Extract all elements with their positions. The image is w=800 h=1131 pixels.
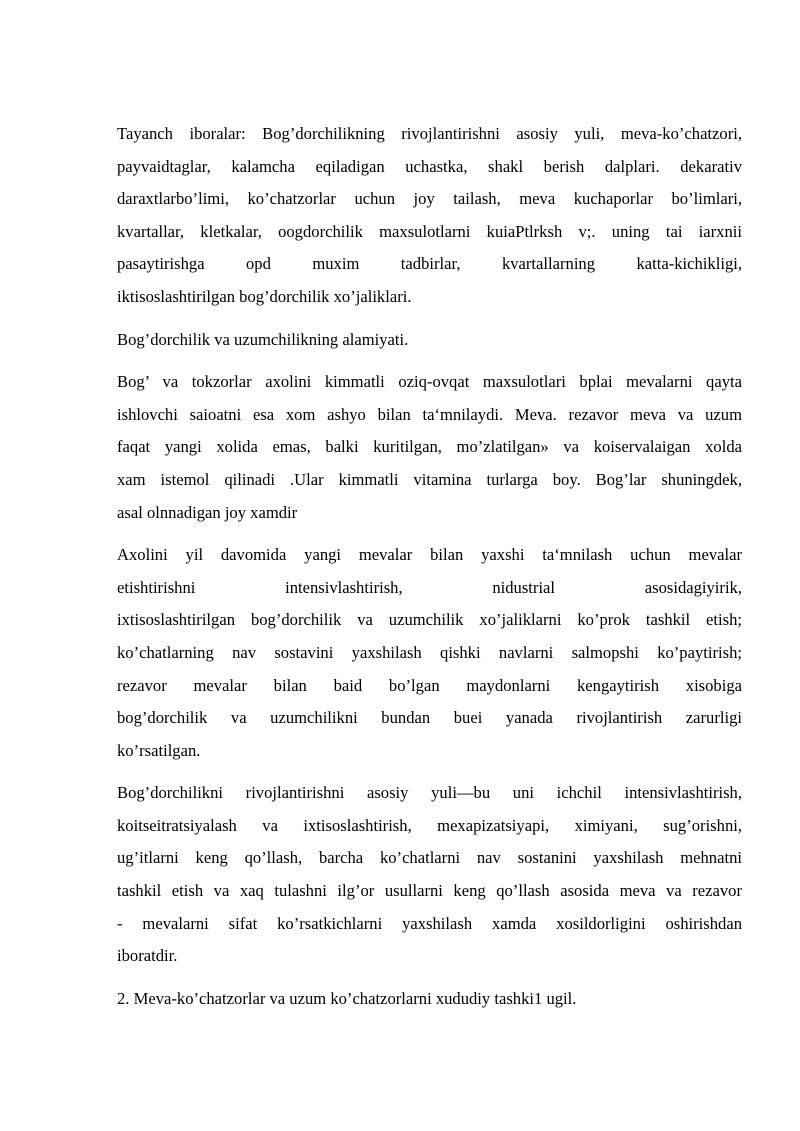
- text-line: kvartallar, kletkalar, oogdorchilik maxsulotlarni kuiaPtlrksh v;. uning tai iarxnii: [117, 221, 742, 241]
- text-line: Tayanch iboralar: Bog’dorchilikning rivojlantirishni asosiy yuli, meva-ko’chatzori,: [117, 124, 742, 143]
- text-line: ko’rsatilgan.: [117, 740, 201, 760]
- text-line: iboratdir.: [117, 946, 178, 966]
- text-line: Bog’dorchilikni rivojlantirishni asosiy yuli—bu uni ichchil intensivlashtirish,: [117, 783, 742, 803]
- text-line: ug’itlarni keng qo’llash, barcha ko’chatlarni nav sostanini yaxshilash mehnatni: [117, 848, 742, 868]
- text-line: Bog’ va tokzorlar axolini kimmatli oziq-ovqat maxsulotlari bplai mevalarni qayta: [117, 372, 742, 392]
- text-line: Bog’dorchilik va uzumchilikning alamiyati.: [117, 329, 409, 349]
- text-line: iktisoslashtirilgan bog’dorchilik xo’jaliklari.: [117, 286, 412, 306]
- paragraph-importance: [117, 366, 742, 529]
- text-line: daraxtlarbo’limi, ko’chatzorlar uchun joy tailash, meva kuchaporlar bo’limlari,: [117, 189, 742, 209]
- document-body: [117, 118, 742, 1025]
- text-line: pasaytirishga opd muxim tadbirlar, kvartallarning katta-kichikligi,: [117, 254, 742, 274]
- text-line: payvaidtaglar, kalamcha eqiladigan uchastka, shakl berish dalplari. dekarativ: [117, 156, 742, 176]
- text-line: 2. Meva-ko’chatzorlar va uzum ko’chatzorlarni xududiy tashki1 ugil.: [117, 988, 577, 1008]
- text-line: xam istemol qilinadi .Ular kimmatli vitamina turlarga boy. Bog’lar shuningdek,: [117, 469, 742, 489]
- section-heading-numbered: [117, 983, 742, 1016]
- text-line: ko’chatlarning nav sostavini yaxshilash qishki navlarni salmopshi ko’paytirish;: [117, 642, 742, 662]
- text-line: etishtirishni intensivlashtirish, nidustrial asosidagiyirik,: [117, 577, 742, 597]
- text-line: ixtisoslashtirilgan bog’dorchilik va uzumchilik xo’jaliklarni ko’prok tashkil etish;: [117, 610, 742, 630]
- text-line: - mevalarni sifat ko’rsatkichlarni yaxshilash xamda xosildorligini oshirishdan: [117, 913, 742, 933]
- text-line: Axolini yil davomida yangi mevalar bilan yaxshi ta‘mnilash uchun mevalar: [117, 545, 742, 565]
- paragraph-keywords: [117, 118, 742, 314]
- paragraph-supply: [117, 539, 742, 767]
- text-line: faqat yangi xolida emas, balki kuritilgan, mo’zlatilgan» va koiservalaigan xolda: [117, 437, 742, 457]
- paragraph-development: [117, 777, 742, 973]
- section-heading: [117, 324, 742, 357]
- text-line: bog’dorchilik va uzumchilikni bundan buei yanada rivojlantirish zarurligi: [117, 708, 742, 728]
- text-line: koitseitratsiyalash va ixtisoslashtirish, mexapizatsiyapi, ximiyani, sug’orishni,: [117, 815, 742, 835]
- text-line: asal olnnadigan joy xamdir: [117, 502, 298, 522]
- text-line: tashkil etish va xaq tulashni ilg’or usullarni keng qo’llash asosida meva va rezavor: [117, 881, 742, 901]
- text-line: rezavor mevalar bilan baid bo’lgan maydonlarni kengaytirish xisobiga: [117, 675, 742, 695]
- text-line: ishlovchi saioatni esa xom ashyo bilan ta‘mnilaydi. Meva. rezavor meva va uzum: [117, 404, 742, 424]
